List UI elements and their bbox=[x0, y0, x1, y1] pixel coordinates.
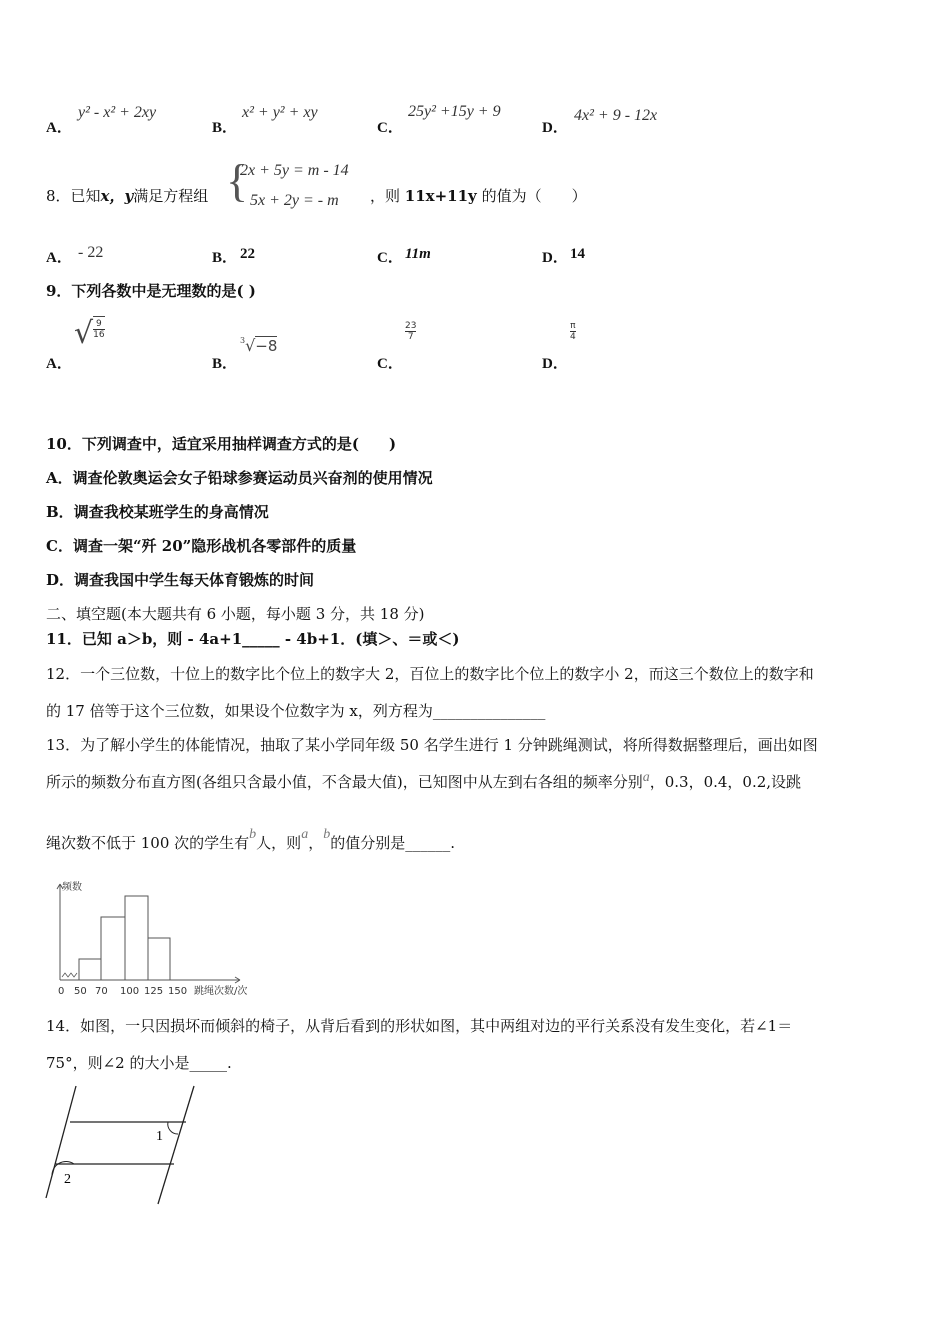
section-2-heading: 二、填空题(本大题共有 6 小题，每小题 3 分，共 18 分) bbox=[46, 605, 425, 623]
q8-option-a-value: - 22 bbox=[78, 244, 104, 261]
q8-option-d-label: D． bbox=[542, 250, 568, 266]
x-tick-label: 150 bbox=[168, 986, 188, 997]
axis-break bbox=[62, 973, 77, 977]
chair-left-leg bbox=[46, 1086, 76, 1198]
q9-option-b-cuberoot: 3 √ −8 bbox=[240, 336, 278, 355]
q14-line-2: 75°，则∠2 的大小是_____. bbox=[46, 1054, 232, 1072]
q9-option-a-sqrt: √ $\frac{9}{16}$ bbox=[74, 316, 105, 351]
q14-chair-figure bbox=[40, 1082, 200, 1206]
q12-line-1: 12．一个三位数，十位上的数字比个位上的数字大 2，百位上的数字比个位上的数字小 2，而这三个数位上的数字和 bbox=[46, 665, 814, 683]
q9-option-b-label: B． bbox=[212, 356, 238, 372]
q9-option-d-fraction: π 4 bbox=[570, 321, 576, 342]
q8-option-a-label: A． bbox=[46, 250, 72, 266]
q8-system-brace: { bbox=[226, 155, 249, 206]
angle-1-label: 1 bbox=[156, 1129, 163, 1144]
q8-option-c-value: 11m bbox=[405, 246, 431, 262]
angle-2-label: 2 bbox=[64, 1172, 71, 1187]
q13-histogram bbox=[44, 876, 254, 998]
q9-option-d-label: D． bbox=[542, 356, 568, 372]
q8-equation-1: 2x + 5y = m - 14 bbox=[240, 162, 349, 179]
histogram-bar-70-100 bbox=[101, 917, 125, 980]
q12-line-2: 的 17 倍等于这个三位数，如果设个位数字为 x，列方程为_______________ bbox=[46, 702, 546, 720]
q9-option-a-label: A． bbox=[46, 356, 72, 372]
q7-option-a-label: A． bbox=[46, 120, 72, 136]
q7-option-c-label: C． bbox=[377, 120, 403, 136]
q7-option-d-expression: 4x² + 9 - 12x bbox=[574, 107, 658, 124]
q8-equation-2: 5x + 2y = - m bbox=[250, 192, 339, 209]
x-tick-label: 125 bbox=[144, 986, 164, 997]
y-axis-label: 频数 bbox=[62, 882, 82, 893]
q10-option-b: B．调查我校某班学生的身高情况 bbox=[46, 503, 269, 521]
q8-option-d-value: 14 bbox=[570, 246, 585, 262]
q13-line-3: 绳次数不低于 100 次的学生有b人，则a，b的值分别是______. bbox=[46, 827, 455, 852]
x-tick-label: 70 bbox=[95, 986, 108, 997]
q9-option-c-label: C． bbox=[377, 356, 403, 372]
chair-right-leg bbox=[158, 1086, 194, 1204]
q10-option-c: C．调查一架“歼 20”隐形战机各零部件的质量 bbox=[46, 537, 357, 555]
q14-line-1: 14．如图，一只因损坏而倾斜的椅子，从背后看到的形状如图，其中两组对边的平行关系没有发生变化，若∠1＝ bbox=[46, 1017, 793, 1035]
histogram-bar-50-70 bbox=[79, 959, 101, 980]
q9-option-c-fraction: 23 7 bbox=[405, 321, 417, 342]
q8-stem: 8．已知x，y满足方程组 bbox=[46, 187, 209, 205]
q13-line-1: 13．为了解小学生的体能情况，抽取了某小学同年级 50 名学生进行 1 分钟跳绳测试，将所得数据整理后，画出如图 bbox=[46, 736, 818, 754]
q10-option-d: D．调查我国中学生每天体育锻炼的时间 bbox=[46, 571, 315, 589]
q7-option-a-expression: y² - x² + 2xy bbox=[78, 104, 157, 121]
x-axis-label: 跳绳次数/次 bbox=[194, 986, 248, 997]
q11-stem: 11．已知 a＞b，则 - 4a+1_____ - 4b+1．(填＞、＝或＜) bbox=[46, 630, 460, 648]
x-tick-label: 0 bbox=[58, 986, 65, 997]
q8-option-c-label: C． bbox=[377, 250, 403, 266]
histogram-bar-100-125 bbox=[125, 896, 148, 980]
q10-stem: 10．下列调查中，适宜采用抽样调查方式的是( ) bbox=[46, 435, 397, 453]
q7-option-b-expression: x² + y² + xy bbox=[242, 104, 318, 121]
x-tick-label: 100 bbox=[120, 986, 140, 997]
angle-1-arc bbox=[168, 1122, 178, 1134]
x-tick-label: 50 bbox=[74, 986, 87, 997]
q9-stem: 9．下列各数中是无理数的是( ) bbox=[46, 282, 256, 300]
q10-option-a: A．调查伦敦奥运会女子铅球参赛运动员兴奋剂的使用情况 bbox=[46, 469, 433, 487]
histogram-bar-125-150 bbox=[148, 938, 170, 980]
q13-line-2: 所示的频数分布直方图(各组只含最小值，不含最大值)，已知图中从左到右各组的频率分别a，0.3，0.4，0.2,设跳 bbox=[46, 770, 802, 791]
q7-option-d-label: D． bbox=[542, 120, 568, 136]
q8-option-b-label: B． bbox=[212, 250, 238, 266]
q8-option-b-value: 22 bbox=[240, 246, 255, 262]
q7-option-c-expression: 25y² +15y + 9 bbox=[408, 103, 501, 120]
q8-stem-suffix: ，则 11x+11y 的值为（ ） bbox=[370, 187, 587, 205]
q7-option-b-label: B． bbox=[212, 120, 238, 136]
